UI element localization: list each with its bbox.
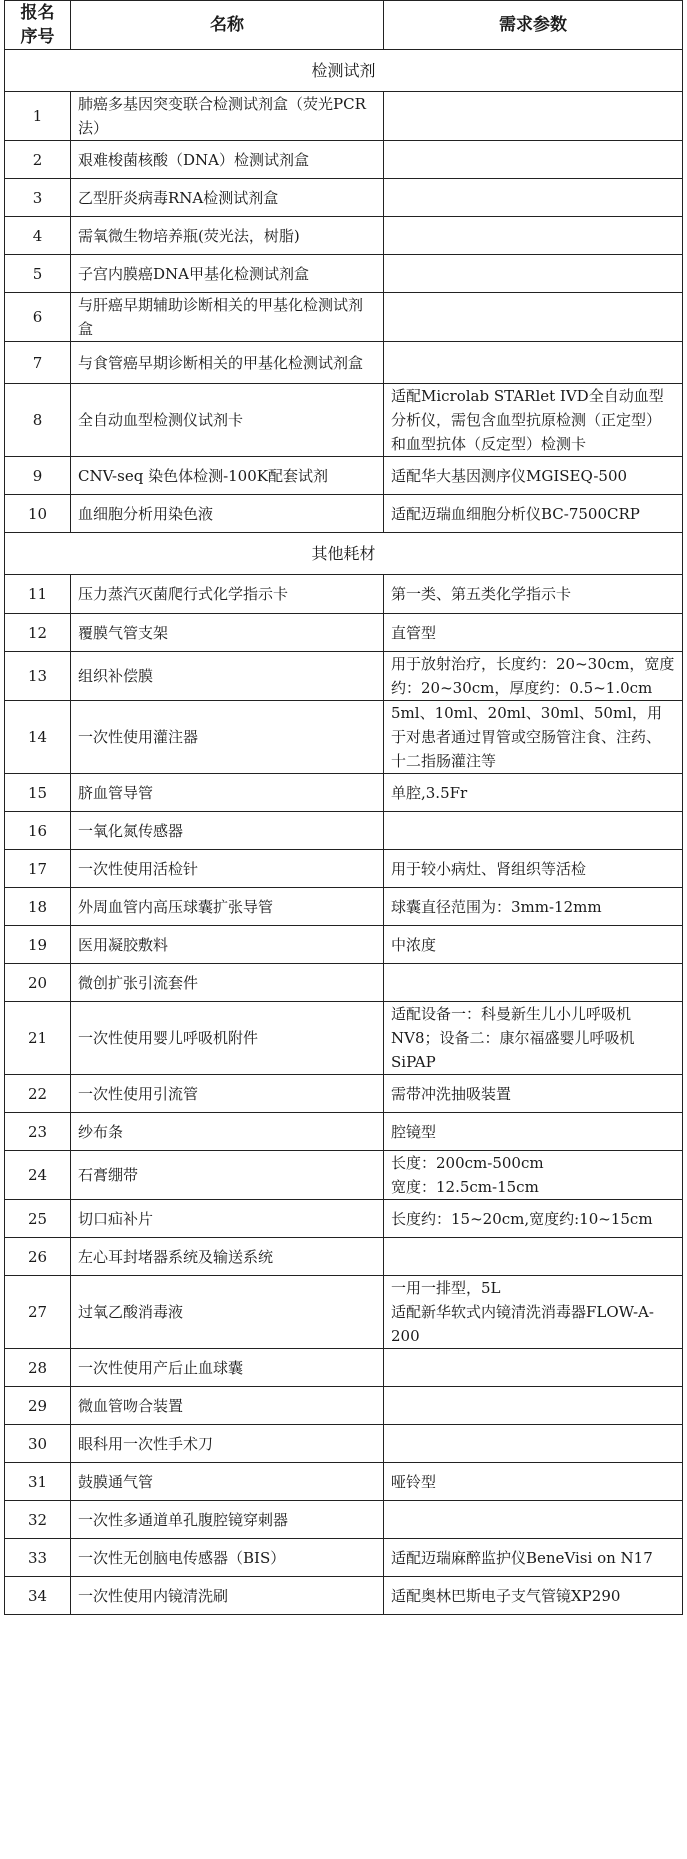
table-row xyxy=(5,1113,683,1151)
item-name-cell: 一次性使用产后止血球囊 xyxy=(71,1349,384,1387)
table-row xyxy=(5,92,683,141)
item-name-cell: 覆膜气管支架 xyxy=(71,614,384,652)
table-row xyxy=(5,926,683,964)
table-row xyxy=(5,575,683,614)
serial-number-cell: 21 xyxy=(5,1002,71,1075)
serial-number-cell: 15 xyxy=(5,774,71,812)
item-name-cell: 一次性使用婴儿呼吸机附件 xyxy=(71,1002,384,1075)
section-title: 检测试剂 xyxy=(5,50,683,92)
item-name-cell: 全自动血型检测仪试剂卡 xyxy=(71,384,384,457)
item-name-cell: 一次性使用灌注器 xyxy=(71,701,384,774)
item-name-cell: 外周血管内高压球囊扩张导管 xyxy=(71,888,384,926)
item-param-cell: 适配迈瑞血细胞分析仪BC-7500CRP xyxy=(384,495,683,533)
item-param-cell xyxy=(384,179,683,217)
item-param-cell xyxy=(384,964,683,1002)
header-params: 需求参数 xyxy=(384,1,683,50)
item-param-cell: 适配迈瑞麻醉监护仪BeneVisi on N17 xyxy=(384,1539,683,1577)
item-param-cell: 需带冲洗抽吸装置 xyxy=(384,1075,683,1113)
item-param-cell: 5ml、10ml、20ml、30ml、50ml，用于对患者通过胃管或空肠管注食、注药、十二指肠灌注等 xyxy=(384,701,683,774)
item-name-cell: 组织补偿膜 xyxy=(71,652,384,701)
table-row xyxy=(5,179,683,217)
table-row xyxy=(5,850,683,888)
item-name-cell: 一次性无创脑电传感器（BIS） xyxy=(71,1539,384,1577)
serial-number-cell: 7 xyxy=(5,342,71,384)
serial-number-cell: 34 xyxy=(5,1577,71,1615)
item-name-cell: 子宫内膜癌DNA甲基化检测试剂盒 xyxy=(71,255,384,293)
item-name-cell: 鼓膜通气管 xyxy=(71,1463,384,1501)
item-name-cell: 与食管癌早期诊断相关的甲基化检测试剂盒 xyxy=(71,342,384,384)
item-name-cell: 一氧化氮传感器 xyxy=(71,812,384,850)
item-param-cell: 腔镜型 xyxy=(384,1113,683,1151)
item-param-cell xyxy=(384,293,683,342)
serial-number-cell: 4 xyxy=(5,217,71,255)
item-name-cell: 需氧微生物培养瓶(荧光法，树脂) xyxy=(71,217,384,255)
serial-number-cell: 23 xyxy=(5,1113,71,1151)
table-row xyxy=(5,1577,683,1615)
item-param-cell: 用于较小病灶、肾组织等活检 xyxy=(384,850,683,888)
item-param-cell xyxy=(384,92,683,141)
serial-number-cell: 17 xyxy=(5,850,71,888)
item-name-cell: 一次性使用活检针 xyxy=(71,850,384,888)
item-name-cell: 肺癌多基因突变联合检测试剂盒（荧光PCR法） xyxy=(71,92,384,141)
item-param-cell xyxy=(384,255,683,293)
table-row xyxy=(5,701,683,774)
item-name-cell: CNV-seq 染色体检测-100K配套试剂 xyxy=(71,457,384,495)
item-name-cell: 左心耳封堵器系统及输送系统 xyxy=(71,1238,384,1276)
table-row xyxy=(5,1501,683,1539)
item-param-cell xyxy=(384,812,683,850)
item-param-cell: 适配Microlab STARlet IVD全自动血型分析仪，需包含血型抗原检测（正定型）和血型抗体（反定型）检测卡 xyxy=(384,384,683,457)
section-row xyxy=(5,533,683,575)
serial-number-cell: 22 xyxy=(5,1075,71,1113)
item-name-cell: 切口疝补片 xyxy=(71,1200,384,1238)
item-name-cell: 脐血管导管 xyxy=(71,774,384,812)
item-name-cell: 眼科用一次性手术刀 xyxy=(71,1425,384,1463)
serial-number-cell: 3 xyxy=(5,179,71,217)
serial-number-cell: 2 xyxy=(5,141,71,179)
header-serial-number: 报名 序号 xyxy=(5,1,71,50)
item-param-cell: 适配华大基因测序仪MGISEQ-500 xyxy=(384,457,683,495)
item-name-cell: 石膏绷带 xyxy=(71,1151,384,1200)
item-name-cell: 压力蒸汽灭菌爬行式化学指示卡 xyxy=(71,575,384,614)
serial-number-cell: 6 xyxy=(5,293,71,342)
table-row xyxy=(5,888,683,926)
serial-number-cell: 11 xyxy=(5,575,71,614)
item-param-cell xyxy=(384,1425,683,1463)
serial-number-cell: 30 xyxy=(5,1425,71,1463)
item-name-cell: 微血管吻合装置 xyxy=(71,1387,384,1425)
item-name-cell: 微创扩张引流套件 xyxy=(71,964,384,1002)
serial-number-cell: 1 xyxy=(5,92,71,141)
item-name-cell: 艰难梭菌核酸（DNA）检测试剂盒 xyxy=(71,141,384,179)
serial-number-cell: 13 xyxy=(5,652,71,701)
table-row xyxy=(5,964,683,1002)
serial-number-cell: 25 xyxy=(5,1200,71,1238)
item-param-cell: 中浓度 xyxy=(384,926,683,964)
serial-number-cell: 27 xyxy=(5,1276,71,1349)
table-row xyxy=(5,1276,683,1349)
table-row xyxy=(5,1151,683,1200)
item-param-cell xyxy=(384,141,683,179)
item-name-cell: 乙型肝炎病毒RNA检测试剂盒 xyxy=(71,179,384,217)
table-row xyxy=(5,255,683,293)
table-row xyxy=(5,1539,683,1577)
item-param-cell: 适配奥林巴斯电子支气管镜XP290 xyxy=(384,1577,683,1615)
table-row xyxy=(5,457,683,495)
item-param-cell xyxy=(384,1349,683,1387)
serial-number-cell: 31 xyxy=(5,1463,71,1501)
item-name-cell: 过氧乙酸消毒液 xyxy=(71,1276,384,1349)
item-param-cell: 用于放射治疗，长度约：20~30cm，宽度约：20~30cm，厚度约：0.5~1.0cm xyxy=(384,652,683,701)
item-name-cell: 与肝癌早期辅助诊断相关的甲基化检测试剂盒 xyxy=(71,293,384,342)
table-row xyxy=(5,614,683,652)
table-row xyxy=(5,217,683,255)
serial-number-cell: 19 xyxy=(5,926,71,964)
serial-number-cell: 32 xyxy=(5,1501,71,1539)
item-param-cell: 长度：200cm-500cm 宽度：12.5cm-15cm xyxy=(384,1151,683,1200)
serial-number-cell: 26 xyxy=(5,1238,71,1276)
serial-number-cell: 16 xyxy=(5,812,71,850)
item-param-cell: 球囊直径范围为：3mm-12mm xyxy=(384,888,683,926)
serial-number-cell: 20 xyxy=(5,964,71,1002)
table-row xyxy=(5,774,683,812)
serial-number-cell: 8 xyxy=(5,384,71,457)
item-param-cell xyxy=(384,342,683,384)
table-row xyxy=(5,1425,683,1463)
section-title: 其他耗材 xyxy=(5,533,683,575)
table-row xyxy=(5,1349,683,1387)
item-param-cell: 一用一排型，5L 适配新华软式内镜清洗消毒器FLOW-A-200 xyxy=(384,1276,683,1349)
item-param-cell xyxy=(384,1387,683,1425)
item-param-cell: 直管型 xyxy=(384,614,683,652)
serial-number-cell: 24 xyxy=(5,1151,71,1200)
item-param-cell: 第一类、第五类化学指示卡 xyxy=(384,575,683,614)
item-name-cell: 一次性使用引流管 xyxy=(71,1075,384,1113)
item-param-cell: 哑铃型 xyxy=(384,1463,683,1501)
item-param-cell xyxy=(384,1501,683,1539)
item-name-cell: 一次性多通道单孔腹腔镜穿刺器 xyxy=(71,1501,384,1539)
table-row xyxy=(5,384,683,457)
item-name-cell: 纱布条 xyxy=(71,1113,384,1151)
table-row xyxy=(5,1200,683,1238)
serial-number-cell: 33 xyxy=(5,1539,71,1577)
header-row xyxy=(5,1,683,50)
item-param-cell: 单腔,3.5Fr xyxy=(384,774,683,812)
table-row xyxy=(5,293,683,342)
item-name-cell: 血细胞分析用染色液 xyxy=(71,495,384,533)
table-row xyxy=(5,1238,683,1276)
serial-number-cell: 12 xyxy=(5,614,71,652)
item-name-cell: 一次性使用内镜清洗刷 xyxy=(71,1577,384,1615)
table-row xyxy=(5,342,683,384)
item-name-cell: 医用凝胶敷料 xyxy=(71,926,384,964)
item-param-cell xyxy=(384,1238,683,1276)
table-row xyxy=(5,652,683,701)
table-row xyxy=(5,141,683,179)
serial-number-cell: 29 xyxy=(5,1387,71,1425)
table-row xyxy=(5,1387,683,1425)
item-param-cell xyxy=(384,217,683,255)
serial-number-cell: 10 xyxy=(5,495,71,533)
serial-number-cell: 28 xyxy=(5,1349,71,1387)
table-row xyxy=(5,812,683,850)
header-name: 名称 xyxy=(71,1,384,50)
section-row xyxy=(5,50,683,92)
serial-number-cell: 14 xyxy=(5,701,71,774)
serial-number-cell: 5 xyxy=(5,255,71,293)
table-row xyxy=(5,1463,683,1501)
serial-number-cell: 18 xyxy=(5,888,71,926)
table-row xyxy=(5,1002,683,1075)
item-param-cell: 适配设备一：科曼新生儿小儿呼吸机NV8；设备二：康尔福盛婴儿呼吸机SiPAP xyxy=(384,1002,683,1075)
serial-number-cell: 9 xyxy=(5,457,71,495)
table-row xyxy=(5,1075,683,1113)
table-row xyxy=(5,495,683,533)
item-param-cell: 长度约：15~20cm,宽度约:10~15cm xyxy=(384,1200,683,1238)
requirements-table xyxy=(4,0,683,1615)
